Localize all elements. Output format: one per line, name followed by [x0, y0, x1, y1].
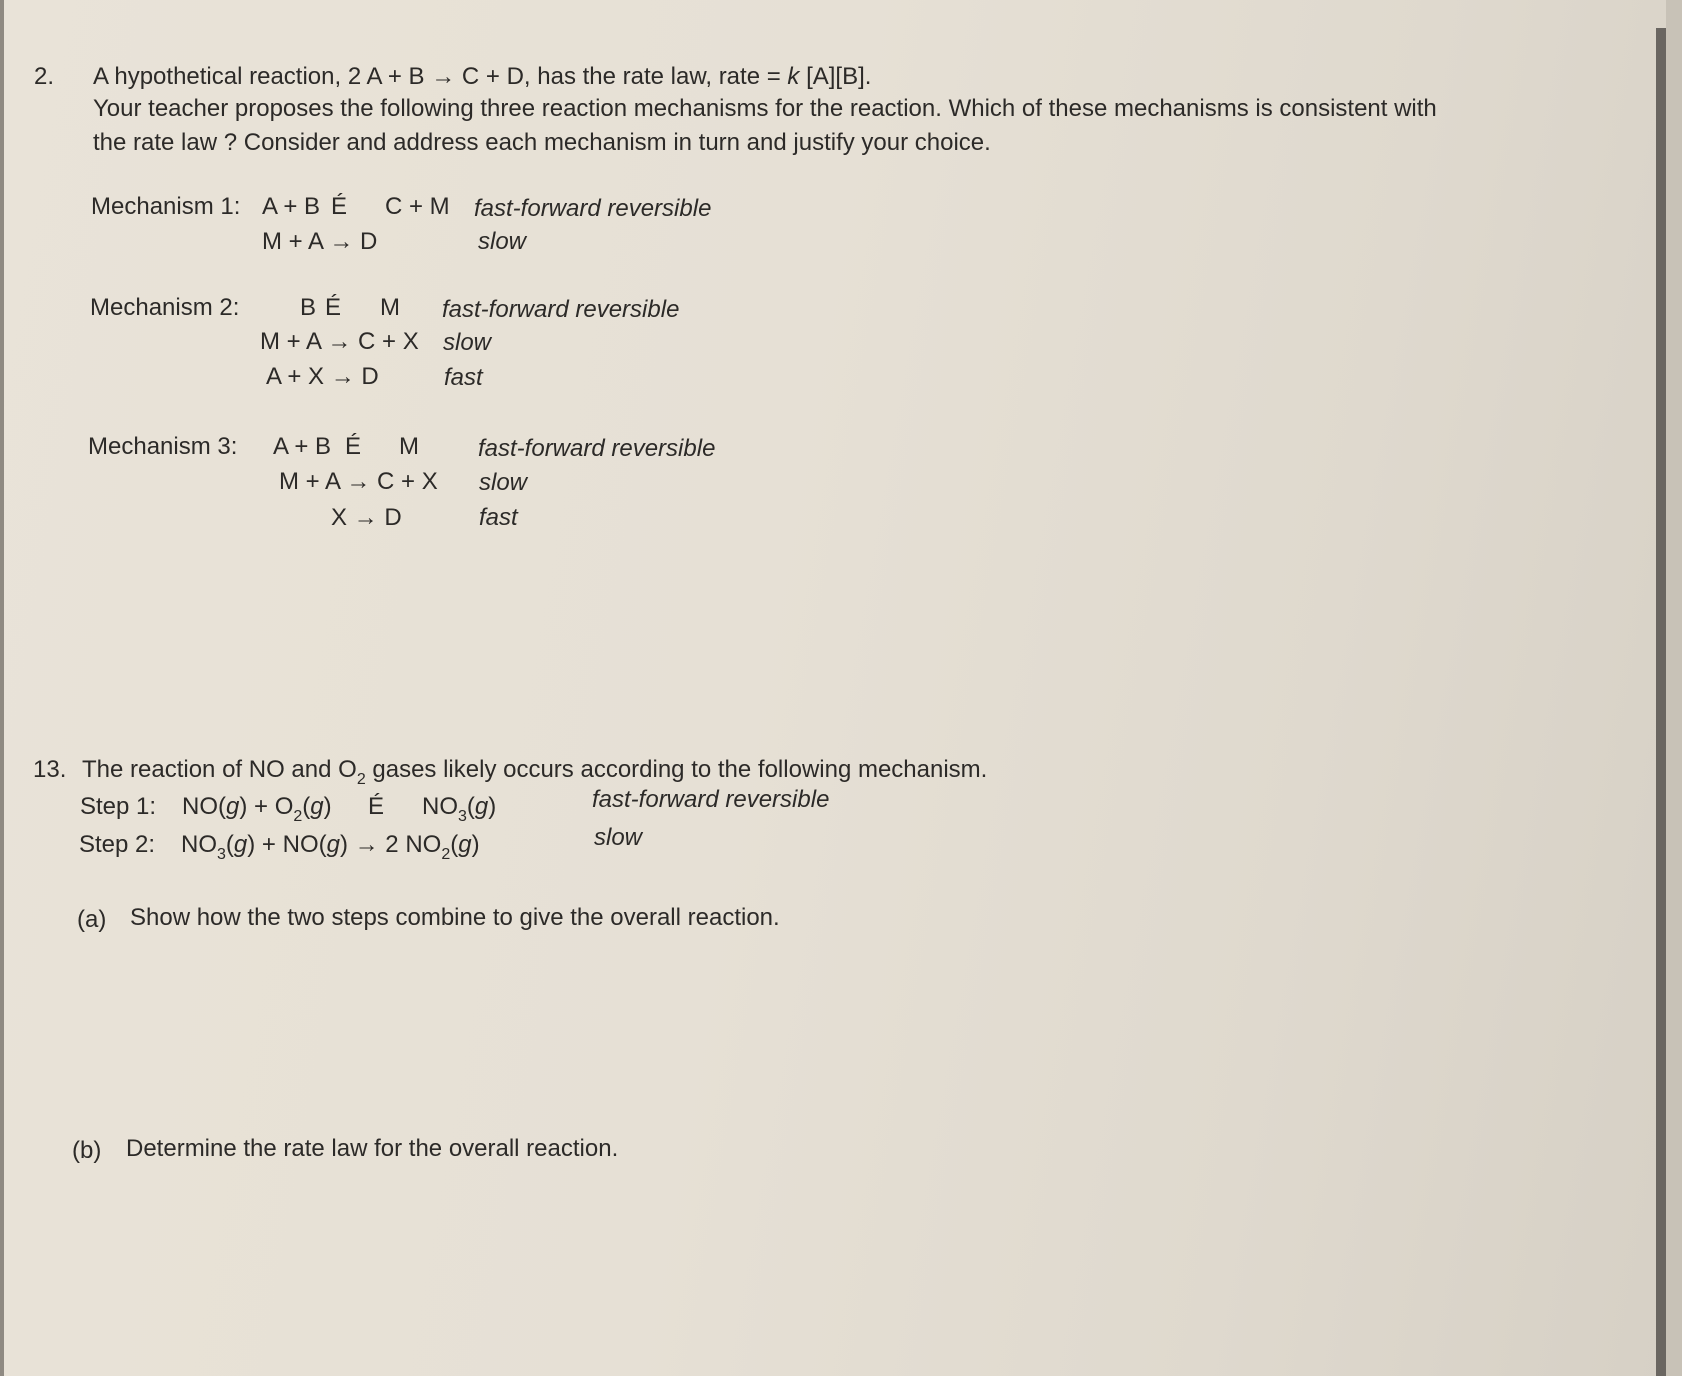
mechanism-3-label: Mechanism 3:	[88, 433, 238, 460]
page-left-edge	[0, 0, 4, 1376]
mechanism-2-step-2-equation: M + A → C + X	[260, 328, 419, 355]
question-13-number: 13.	[33, 756, 67, 783]
mechanism-3-step-3-rate: fast	[479, 504, 518, 531]
page-right-edge	[1656, 28, 1666, 1376]
part-b-text: Determine the rate law for the overall reaction.	[126, 1135, 619, 1162]
step-1-arrow: É	[368, 793, 385, 820]
mechanism-2-step-3-rate: fast	[444, 364, 483, 391]
mechanism-3-step-1-arrow: É	[345, 433, 362, 460]
mechanism-2-step-3-equation: A + X → D	[266, 363, 379, 390]
step-1-label: Step 1:	[80, 793, 157, 820]
mechanism-2-label: Mechanism 2:	[90, 294, 240, 321]
mechanism-3-step-1-reactants: A + B	[273, 433, 332, 460]
step-1-rate: fast-forward reversible	[592, 786, 830, 813]
mechanism-3-step-1-products: M	[399, 433, 419, 460]
mechanism-3-step-2-rate: slow	[479, 469, 528, 496]
mechanism-2-step-1-arrow: É	[325, 294, 342, 321]
mechanism-3-step-2-equation: M + A → C + X	[279, 468, 438, 495]
question-12-line-1: A hypothetical reaction, 2 A + B → C + D, has the rate law, rate = k [A][B].	[93, 63, 872, 90]
mechanism-1-step-1-products: C + M	[385, 193, 450, 220]
step-2-rate: slow	[594, 824, 643, 851]
mechanism-1-step-2-equation: M + A → D	[262, 228, 378, 255]
mechanism-1-step-1-rate: fast-forward reversible	[474, 195, 712, 222]
mechanism-3-step-3-equation: X → D	[331, 504, 402, 531]
part-a-text: Show how the two steps combine to give the overall reaction.	[130, 904, 780, 931]
part-a-label: (a)	[77, 906, 107, 933]
mechanism-3-step-1-rate: fast-forward reversible	[478, 435, 716, 462]
mechanism-1-step-1-arrow: É	[331, 193, 348, 220]
question-12-line-2: Your teacher proposes the following three reaction mechanisms for the reaction. Which of these mechanisms is consistent with	[93, 95, 1437, 122]
mechanism-2-step-2-rate: slow	[443, 329, 492, 356]
part-b-label: (b)	[72, 1137, 102, 1164]
step-2-equation: $NO_3(g) + NO(g) \to 2$ $NO_2(g)$	[181, 831, 480, 863]
background-beyond-page	[1666, 0, 1682, 1376]
step-1-reactants: $NO(g) + O_2(g)$	[182, 793, 332, 825]
mechanism-1-step-1-reactants: A + B	[262, 193, 321, 220]
mechanism-2-step-1-rate: fast-forward reversible	[442, 296, 680, 323]
step-2-label: Step 2:	[79, 831, 156, 858]
question-12-line-3: the rate law ? Consider and address each mechanism in turn and justify your choice.	[93, 129, 991, 156]
question-12-number: 2.	[34, 63, 55, 90]
step-1-product: $NO_3(g)$	[422, 793, 497, 825]
question-13-intro: The reaction of NO and $O_2$ gases likely occurs according to the following mechanism.	[82, 756, 988, 788]
mechanism-1-label: Mechanism 1:	[91, 193, 241, 220]
mechanism-1-step-2-rate: slow	[478, 228, 527, 255]
mechanism-2-step-1-products: M	[380, 294, 400, 321]
mechanism-2-step-1-reactants: B	[300, 294, 317, 321]
